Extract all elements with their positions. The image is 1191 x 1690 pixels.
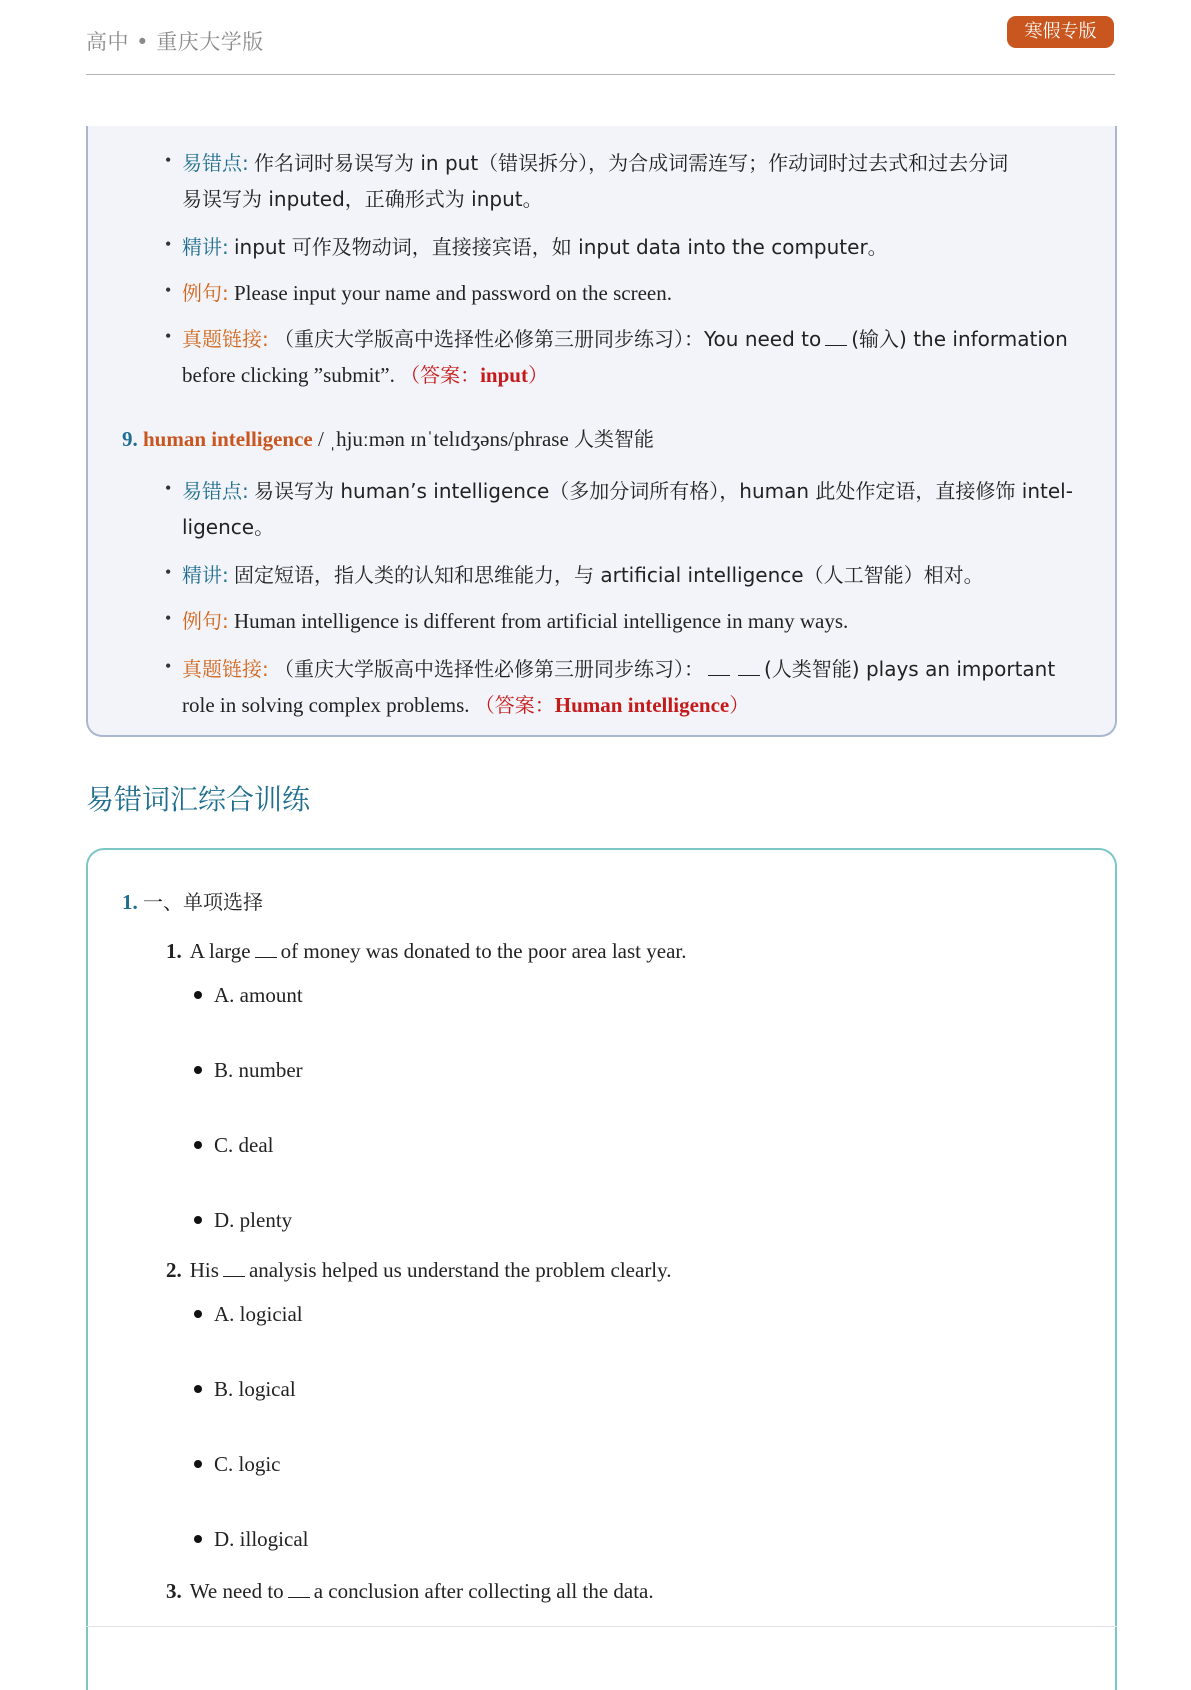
answer-open: （答案： <box>400 363 481 387</box>
answer-blank <box>825 345 847 346</box>
link-text-after: (输入) the information <box>851 327 1068 351</box>
link-text: （重庆大学版高中选择性必修第三册同步练习）： <box>274 657 704 681</box>
link-text-cont: before clicking ”submit”. <box>182 363 395 387</box>
question-text: A large <box>189 939 251 963</box>
explain-line <box>182 231 888 260</box>
bullet: • <box>165 280 172 300</box>
answer-text: Human intelligence <box>554 693 730 717</box>
bullet: • <box>165 234 172 254</box>
example-text: Please input your name and password on the screen. <box>234 281 672 305</box>
explain-label: 精讲: <box>182 563 229 587</box>
question-text: We need to <box>189 1579 284 1603</box>
question-text-after: of money was donated to the poor area last year. <box>280 939 687 963</box>
question <box>166 939 686 964</box>
explain-text: 固定短语，指人类的认知和思维能力，与 artificial intelligence（人工智能）相对。 <box>234 563 984 587</box>
answer-blank <box>223 1276 245 1277</box>
link-line <box>182 653 1055 682</box>
header-title: 高中 • 重庆大学版 <box>86 30 264 54</box>
bullet: • <box>165 150 172 170</box>
entry-number: 9. <box>122 427 138 451</box>
answer-blank <box>255 957 277 958</box>
mistake-text: 易误写为 human’s intelligence（多加分词所有格），human 此处作定语，直接修饰 intel- <box>254 479 1073 503</box>
answer-blank <box>288 1597 310 1598</box>
option[interactable] <box>194 1302 303 1327</box>
link-text: （重庆大学版高中选择性必修第三册同步练习）：You need to <box>274 327 822 351</box>
bullet: • <box>165 326 172 346</box>
bullet: • <box>165 656 172 676</box>
explain-line <box>182 559 984 588</box>
bullet-dot <box>194 1141 202 1149</box>
edition-badge: 寒假专版 <box>1007 16 1114 48</box>
option-label: C. deal <box>214 1133 274 1157</box>
mistake-text-cont: ligence。 <box>182 515 275 539</box>
option[interactable] <box>194 1452 281 1477</box>
link-label: 真题链接: <box>182 327 269 351</box>
entry-word: human intelligence <box>143 427 313 451</box>
answer-close: ） <box>729 693 750 717</box>
link-line-cont <box>182 359 548 388</box>
answer-blank <box>708 675 730 676</box>
option[interactable] <box>194 1527 308 1552</box>
mistake-text: 作名词时易误写为 in put（错误拆分），为合成词需连写；作动词时过去式和过去分词 <box>254 151 1009 175</box>
mistake-label: 易错点: <box>182 479 249 503</box>
link-label: 真题链接: <box>182 657 269 681</box>
question-text-after: analysis helped us understand the problem clearly. <box>248 1258 672 1282</box>
option[interactable] <box>194 1058 303 1083</box>
mistake-line-cont <box>182 183 543 212</box>
answer-open: （答案： <box>474 693 555 717</box>
bullet-dot <box>194 1535 202 1543</box>
bullet-dot <box>194 1066 202 1074</box>
section-title: 易错词汇综合训练 <box>86 783 311 816</box>
example-line <box>182 605 848 634</box>
bullet: • <box>165 608 172 628</box>
option[interactable] <box>194 1208 292 1233</box>
option-label: B. number <box>214 1058 303 1082</box>
entry-heading <box>122 423 654 452</box>
question-number: 2. <box>166 1258 182 1282</box>
option[interactable] <box>194 983 303 1008</box>
exercise-title: 一、单项选择 <box>143 890 263 914</box>
bullet-dot <box>194 991 202 999</box>
question-text-after: a conclusion after collecting all the data. <box>313 1579 654 1603</box>
example-line <box>182 277 672 306</box>
example-text: Human intelligence is different from artificial intelligence in many ways. <box>234 609 849 633</box>
question-number: 3. <box>166 1579 182 1603</box>
option-label: D. illogical <box>214 1527 309 1551</box>
answer-close: ） <box>527 363 548 387</box>
option-label: D. plenty <box>214 1208 293 1232</box>
option[interactable] <box>194 1377 296 1402</box>
header-divider <box>86 74 1115 75</box>
bullet: • <box>165 478 172 498</box>
option[interactable] <box>194 1133 273 1158</box>
link-line-cont <box>182 689 749 718</box>
option-label: C. logic <box>214 1452 281 1476</box>
option-label: B. logical <box>214 1377 296 1401</box>
option-label: A. amount <box>214 983 303 1007</box>
question <box>166 1579 654 1604</box>
page-fold-line <box>86 1626 1117 1627</box>
link-text-cont: role in solving complex problems. <box>182 693 470 717</box>
mistake-line <box>182 475 1073 504</box>
bullet-dot <box>194 1310 202 1318</box>
exercise-number: 1. <box>122 890 138 914</box>
question <box>166 1258 672 1283</box>
bullet-dot <box>194 1385 202 1393</box>
exercise-heading <box>122 886 263 915</box>
mistake-text-cont: 易误写为 inputed，正确形式为 input。 <box>182 187 543 211</box>
entry-phonetic: / ˌhjuːmən ɪnˈtelɪdʒəns/phrase <box>318 427 569 451</box>
bullet-dot <box>194 1460 202 1468</box>
answer-blank <box>738 675 760 676</box>
example-label: 例句: <box>182 609 229 633</box>
mistake-line-cont <box>182 511 274 540</box>
bullet: • <box>165 562 172 582</box>
mistake-label: 易错点: <box>182 151 249 175</box>
example-label: 例句: <box>182 281 229 305</box>
question-number: 1. <box>166 939 182 963</box>
explain-text: input 可作及物动词，直接接宾语，如 input data into the computer。 <box>234 235 888 259</box>
explain-label: 精讲: <box>182 235 229 259</box>
entry-meaning: 人类智能 <box>574 427 655 451</box>
option-label: A. logicial <box>214 1302 303 1326</box>
link-line <box>182 323 1068 352</box>
answer-text: input <box>480 363 528 387</box>
link-text-after: (人类智能) plays an important <box>764 657 1056 681</box>
bullet-dot <box>194 1216 202 1224</box>
question-text: His <box>189 1258 219 1282</box>
mistake-line <box>182 147 1008 176</box>
